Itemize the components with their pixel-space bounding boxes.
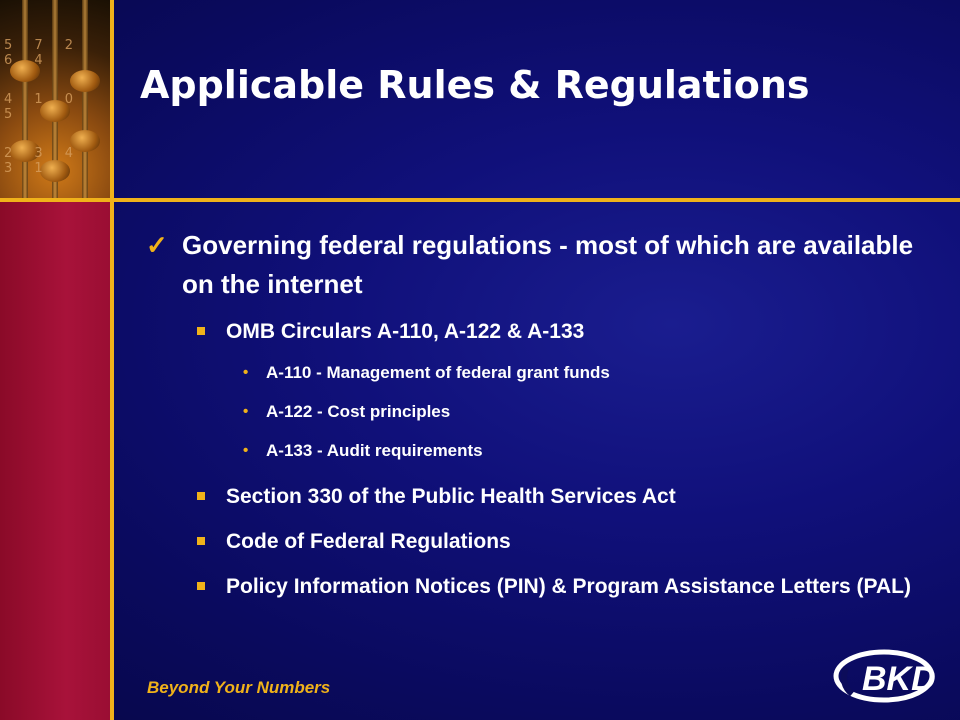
bullet-a110-text: A-110 - Management of federal grant funds (266, 363, 610, 382)
dot-bullet-icon: • (243, 403, 249, 420)
bullet-cfr (140, 526, 940, 557)
bullet-pin (140, 571, 940, 602)
bullet-a133-text: A-133 - Audit requirements (266, 441, 483, 460)
bkd-logo (832, 640, 946, 706)
bullet-omb-text: OMB Circulars A-110, A-122 & A-133 (226, 320, 585, 343)
bullet-a110 (140, 361, 940, 385)
bullet-list (140, 226, 940, 616)
slide-title: Applicable Rules & Regulations (140, 63, 810, 107)
square-bullet-icon (197, 537, 205, 545)
left-accent-band (0, 200, 110, 720)
square-bullet-icon (197, 492, 205, 500)
bullet-omb (140, 316, 940, 347)
abacus-image (0, 0, 110, 200)
dot-bullet-icon: • (243, 364, 249, 381)
tagline: Beyond Your Numbers (147, 678, 331, 697)
logo-text: BKD (862, 660, 936, 698)
bullet-a122-text: A-122 - Cost principles (266, 402, 451, 421)
bullet-section330 (140, 481, 940, 512)
photo-digits-3: 2 3 4 3 1 (4, 146, 83, 176)
bullet-pin-text: Policy Information Notices (PIN) & Program Assistance Letters (PAL) (226, 575, 911, 598)
photo-digits-1: 5 7 2 6 4 (4, 38, 83, 68)
vertical-divider (110, 0, 114, 720)
bullet-a122 (140, 400, 940, 424)
square-bullet-icon (197, 582, 205, 590)
dot-bullet-icon: • (243, 442, 249, 459)
bullet-main-text: Governing federal regulations - most of which are available on the internet (182, 230, 914, 299)
photo-digits-2: 4 1 0 5 (4, 92, 83, 122)
bullet-main (140, 226, 940, 304)
bullet-section330-text: Section 330 of the Public Health Services Act (226, 485, 676, 508)
bullet-cfr-text: Code of Federal Regulations (226, 530, 511, 553)
horizontal-divider (0, 198, 960, 202)
square-bullet-icon (197, 327, 205, 335)
bullet-a133 (140, 439, 940, 463)
checkmark-icon: ✓ (146, 230, 168, 260)
